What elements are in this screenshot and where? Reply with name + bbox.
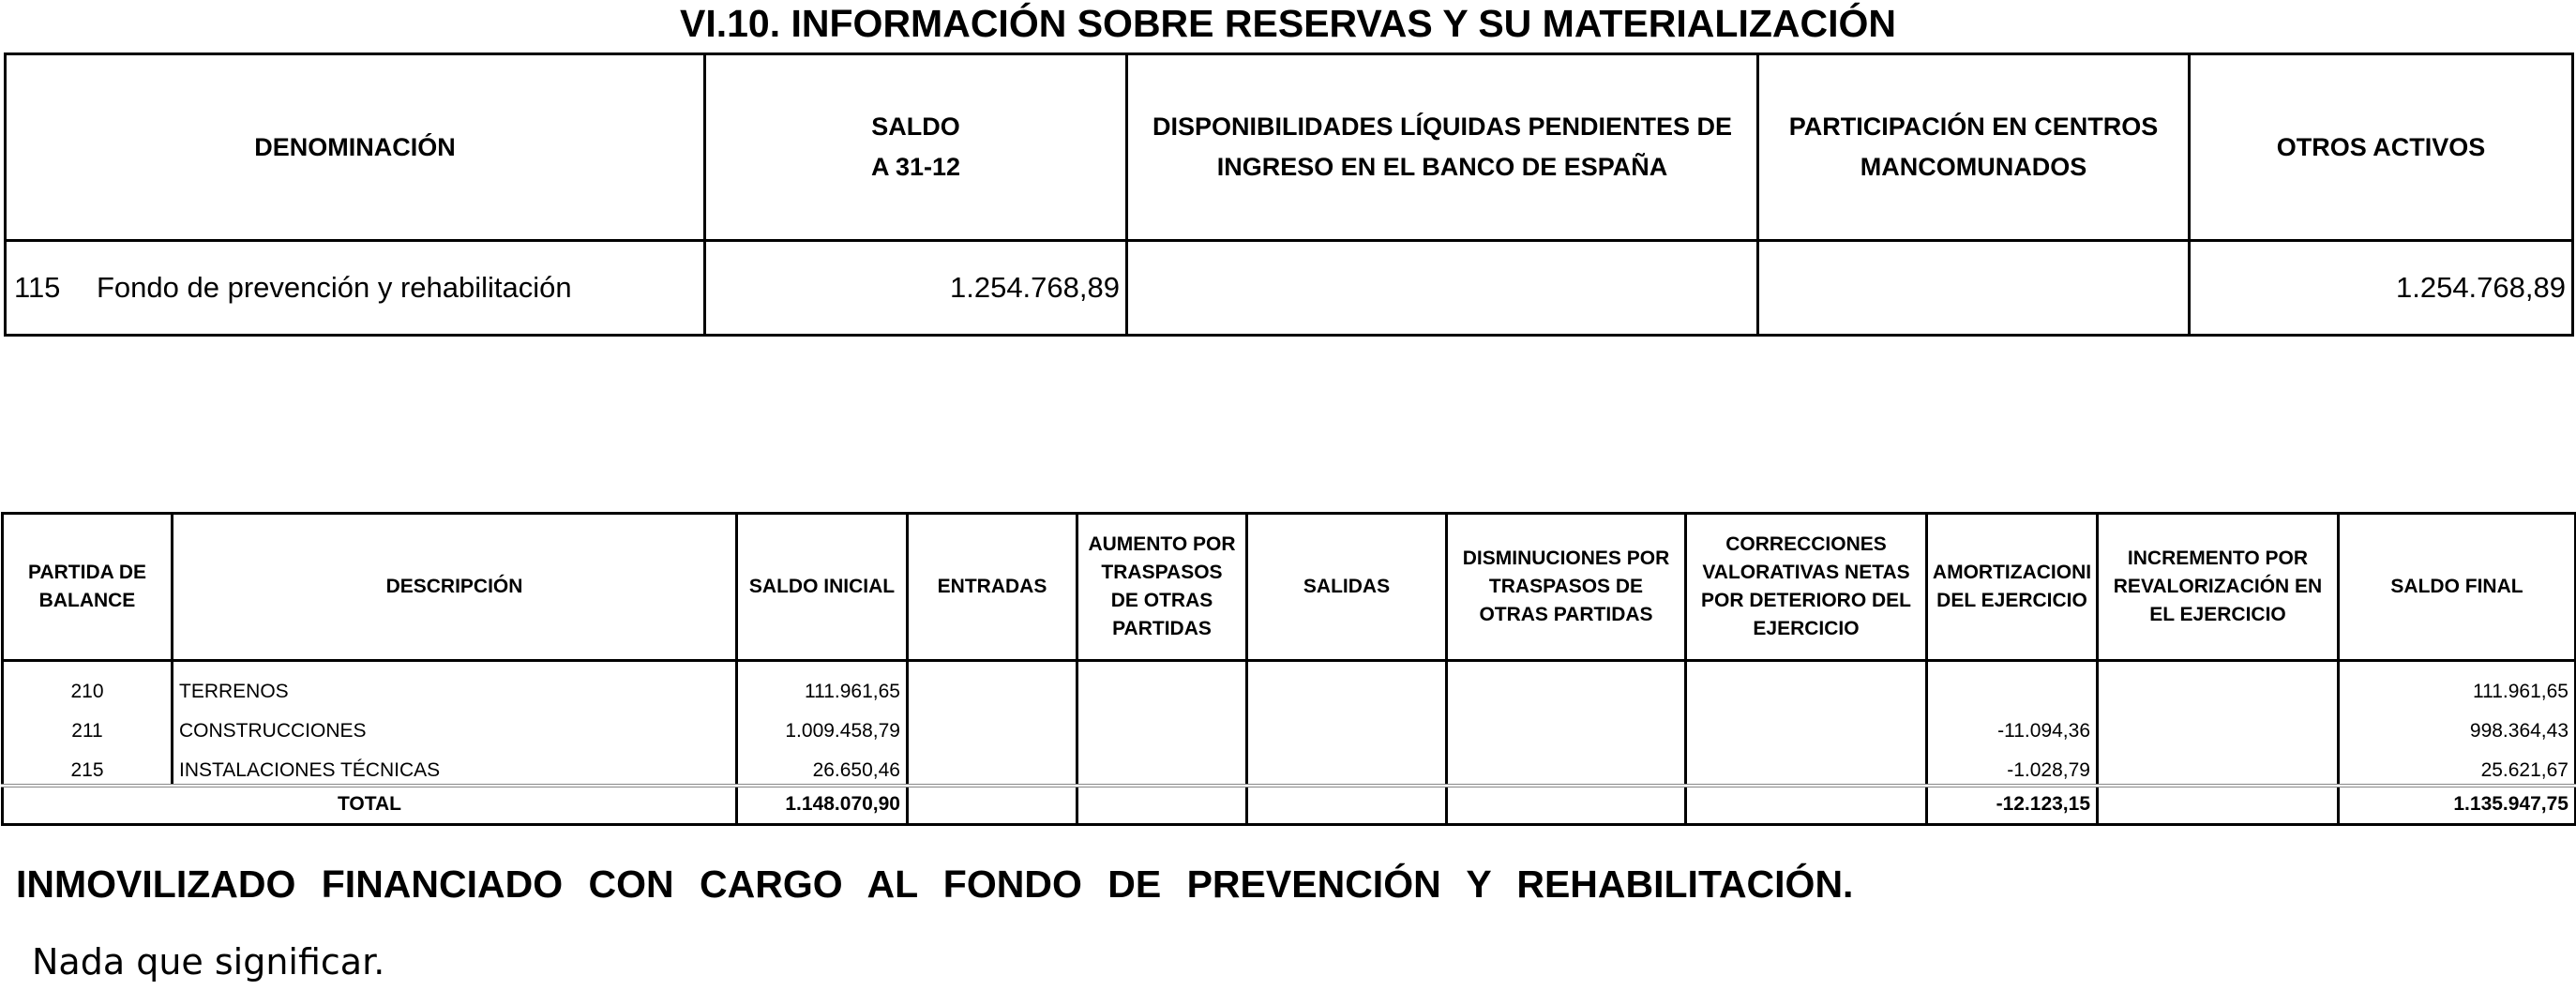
entradas-cell — [908, 661, 1077, 706]
section-heading: INMOVILIZADO FINANCIADO CON CARGO AL FONDO DE PREVENCIÓN Y REHABILITACIÓN. — [16, 862, 1854, 906]
correcciones-cell — [1686, 661, 1927, 706]
total-row — [3, 786, 2576, 825]
header-saldo: SALDO A 31-12 — [705, 54, 1127, 241]
saldo-final-cell: 111.961,65 — [2339, 661, 2576, 706]
partida-cell: 210 — [3, 661, 173, 706]
total-entradas — [908, 786, 1077, 825]
total-saldo-inicial: 1.148.070,90 — [737, 786, 908, 825]
table-row — [3, 661, 2576, 706]
header-aumento: AUMENTO POR TRASPASOS DE OTRAS PARTIDAS — [1077, 514, 1247, 661]
total-disminuciones — [1447, 786, 1686, 825]
entradas-cell — [908, 705, 1077, 744]
header-incremento: INCREMENTO POR REVALORIZACIÓN EN EL EJERCICIO — [2098, 514, 2339, 661]
reserve-code: 115 — [14, 271, 61, 304]
header-disponibilidades: DISPONIBILIDADES LÍQUIDAS PENDIENTES DE INGRESO EN EL BANCO DE ESPAÑA — [1127, 54, 1758, 241]
disminuciones-cell — [1447, 705, 1686, 744]
aumento-cell — [1077, 661, 1247, 706]
aumento-cell — [1077, 705, 1247, 744]
table-row — [3, 744, 2576, 786]
entradas-cell — [908, 744, 1077, 786]
correcciones-cell — [1686, 744, 1927, 786]
incremento-cell — [2098, 661, 2339, 706]
assets-table — [1, 512, 2576, 826]
header-disminuciones: DISMINUCIONES POR TRASPASOS DE OTRAS PARTIDAS — [1447, 514, 1686, 661]
total-saldo-final: 1.135.947,75 — [2339, 786, 2576, 825]
reserves-row — [6, 241, 2573, 336]
reserve-denominacion-cell — [6, 241, 705, 336]
header-partida: PARTIDA DE BALANCE — [3, 514, 173, 661]
reserve-disponibilidades — [1127, 241, 1758, 336]
saldo-final-cell: 998.364,43 — [2339, 705, 2576, 744]
incremento-cell — [2098, 744, 2339, 786]
header-salidas: SALIDAS — [1247, 514, 1447, 661]
total-aumento — [1077, 786, 1247, 825]
partida-cell: 215 — [3, 744, 173, 786]
page-title: VI.10. INFORMACIÓN SOBRE RESERVAS Y SU MATERIALIZACIÓN — [680, 2, 1896, 45]
correcciones-cell — [1686, 705, 1927, 744]
total-correcciones — [1686, 786, 1927, 825]
header-saldo-final: SALDO FINAL — [2339, 514, 2576, 661]
reserve-otros-activos: 1.254.768,89 — [2190, 241, 2573, 336]
amortizacion-cell — [1927, 661, 2098, 706]
partida-cell: 211 — [3, 705, 173, 744]
reserves-table — [4, 52, 2574, 337]
table-row — [3, 705, 2576, 744]
header-amortizacion: AMORTIZACIONI DEL EJERCICIO — [1927, 514, 2098, 661]
total-label: TOTAL — [3, 786, 737, 825]
header-entradas: ENTRADAS — [908, 514, 1077, 661]
total-amortizacion: -12.123,15 — [1927, 786, 2098, 825]
descripcion-cell: CONSTRUCCIONES — [173, 705, 737, 744]
header-participacion: PARTICIPACIÓN EN CENTROS MANCOMUNADOS — [1758, 54, 2190, 241]
total-salidas — [1247, 786, 1447, 825]
disminuciones-cell — [1447, 744, 1686, 786]
header-saldo-inicial: SALDO INICIAL — [737, 514, 908, 661]
descripcion-cell: TERRENOS — [173, 661, 737, 706]
total-incremento — [2098, 786, 2339, 825]
salidas-cell — [1247, 744, 1447, 786]
saldo-final-cell: 25.621,67 — [2339, 744, 2576, 786]
amortizacion-cell: -1.028,79 — [1927, 744, 2098, 786]
aumento-cell — [1077, 744, 1247, 786]
salidas-cell — [1247, 705, 1447, 744]
amortizacion-cell: -11.094,36 — [1927, 705, 2098, 744]
descripcion-cell: INSTALACIONES TÉCNICAS — [173, 744, 737, 786]
header-correcciones: CORRECCIONES VALORATIVAS NETAS POR DETERIORO DEL EJERCICIO — [1686, 514, 1927, 661]
reserves-header-row — [6, 54, 2573, 241]
assets-header-row — [3, 514, 2576, 661]
header-otros-activos: OTROS ACTIVOS — [2190, 54, 2573, 241]
incremento-cell — [2098, 705, 2339, 744]
reserve-participacion — [1758, 241, 2190, 336]
header-denominacion: DENOMINACIÓN — [6, 54, 705, 241]
salidas-cell — [1247, 661, 1447, 706]
saldo-inicial-cell: 111.961,65 — [737, 661, 908, 706]
section-note: Nada que significar. — [32, 941, 385, 982]
reserve-saldo: 1.254.768,89 — [705, 241, 1127, 336]
saldo-inicial-cell: 1.009.458,79 — [737, 705, 908, 744]
disminuciones-cell — [1447, 661, 1686, 706]
saldo-inicial-cell: 26.650,46 — [737, 744, 908, 786]
reserve-name: Fondo de prevención y rehabilitación — [97, 271, 572, 304]
header-descripcion: DESCRIPCIÓN — [173, 514, 737, 661]
